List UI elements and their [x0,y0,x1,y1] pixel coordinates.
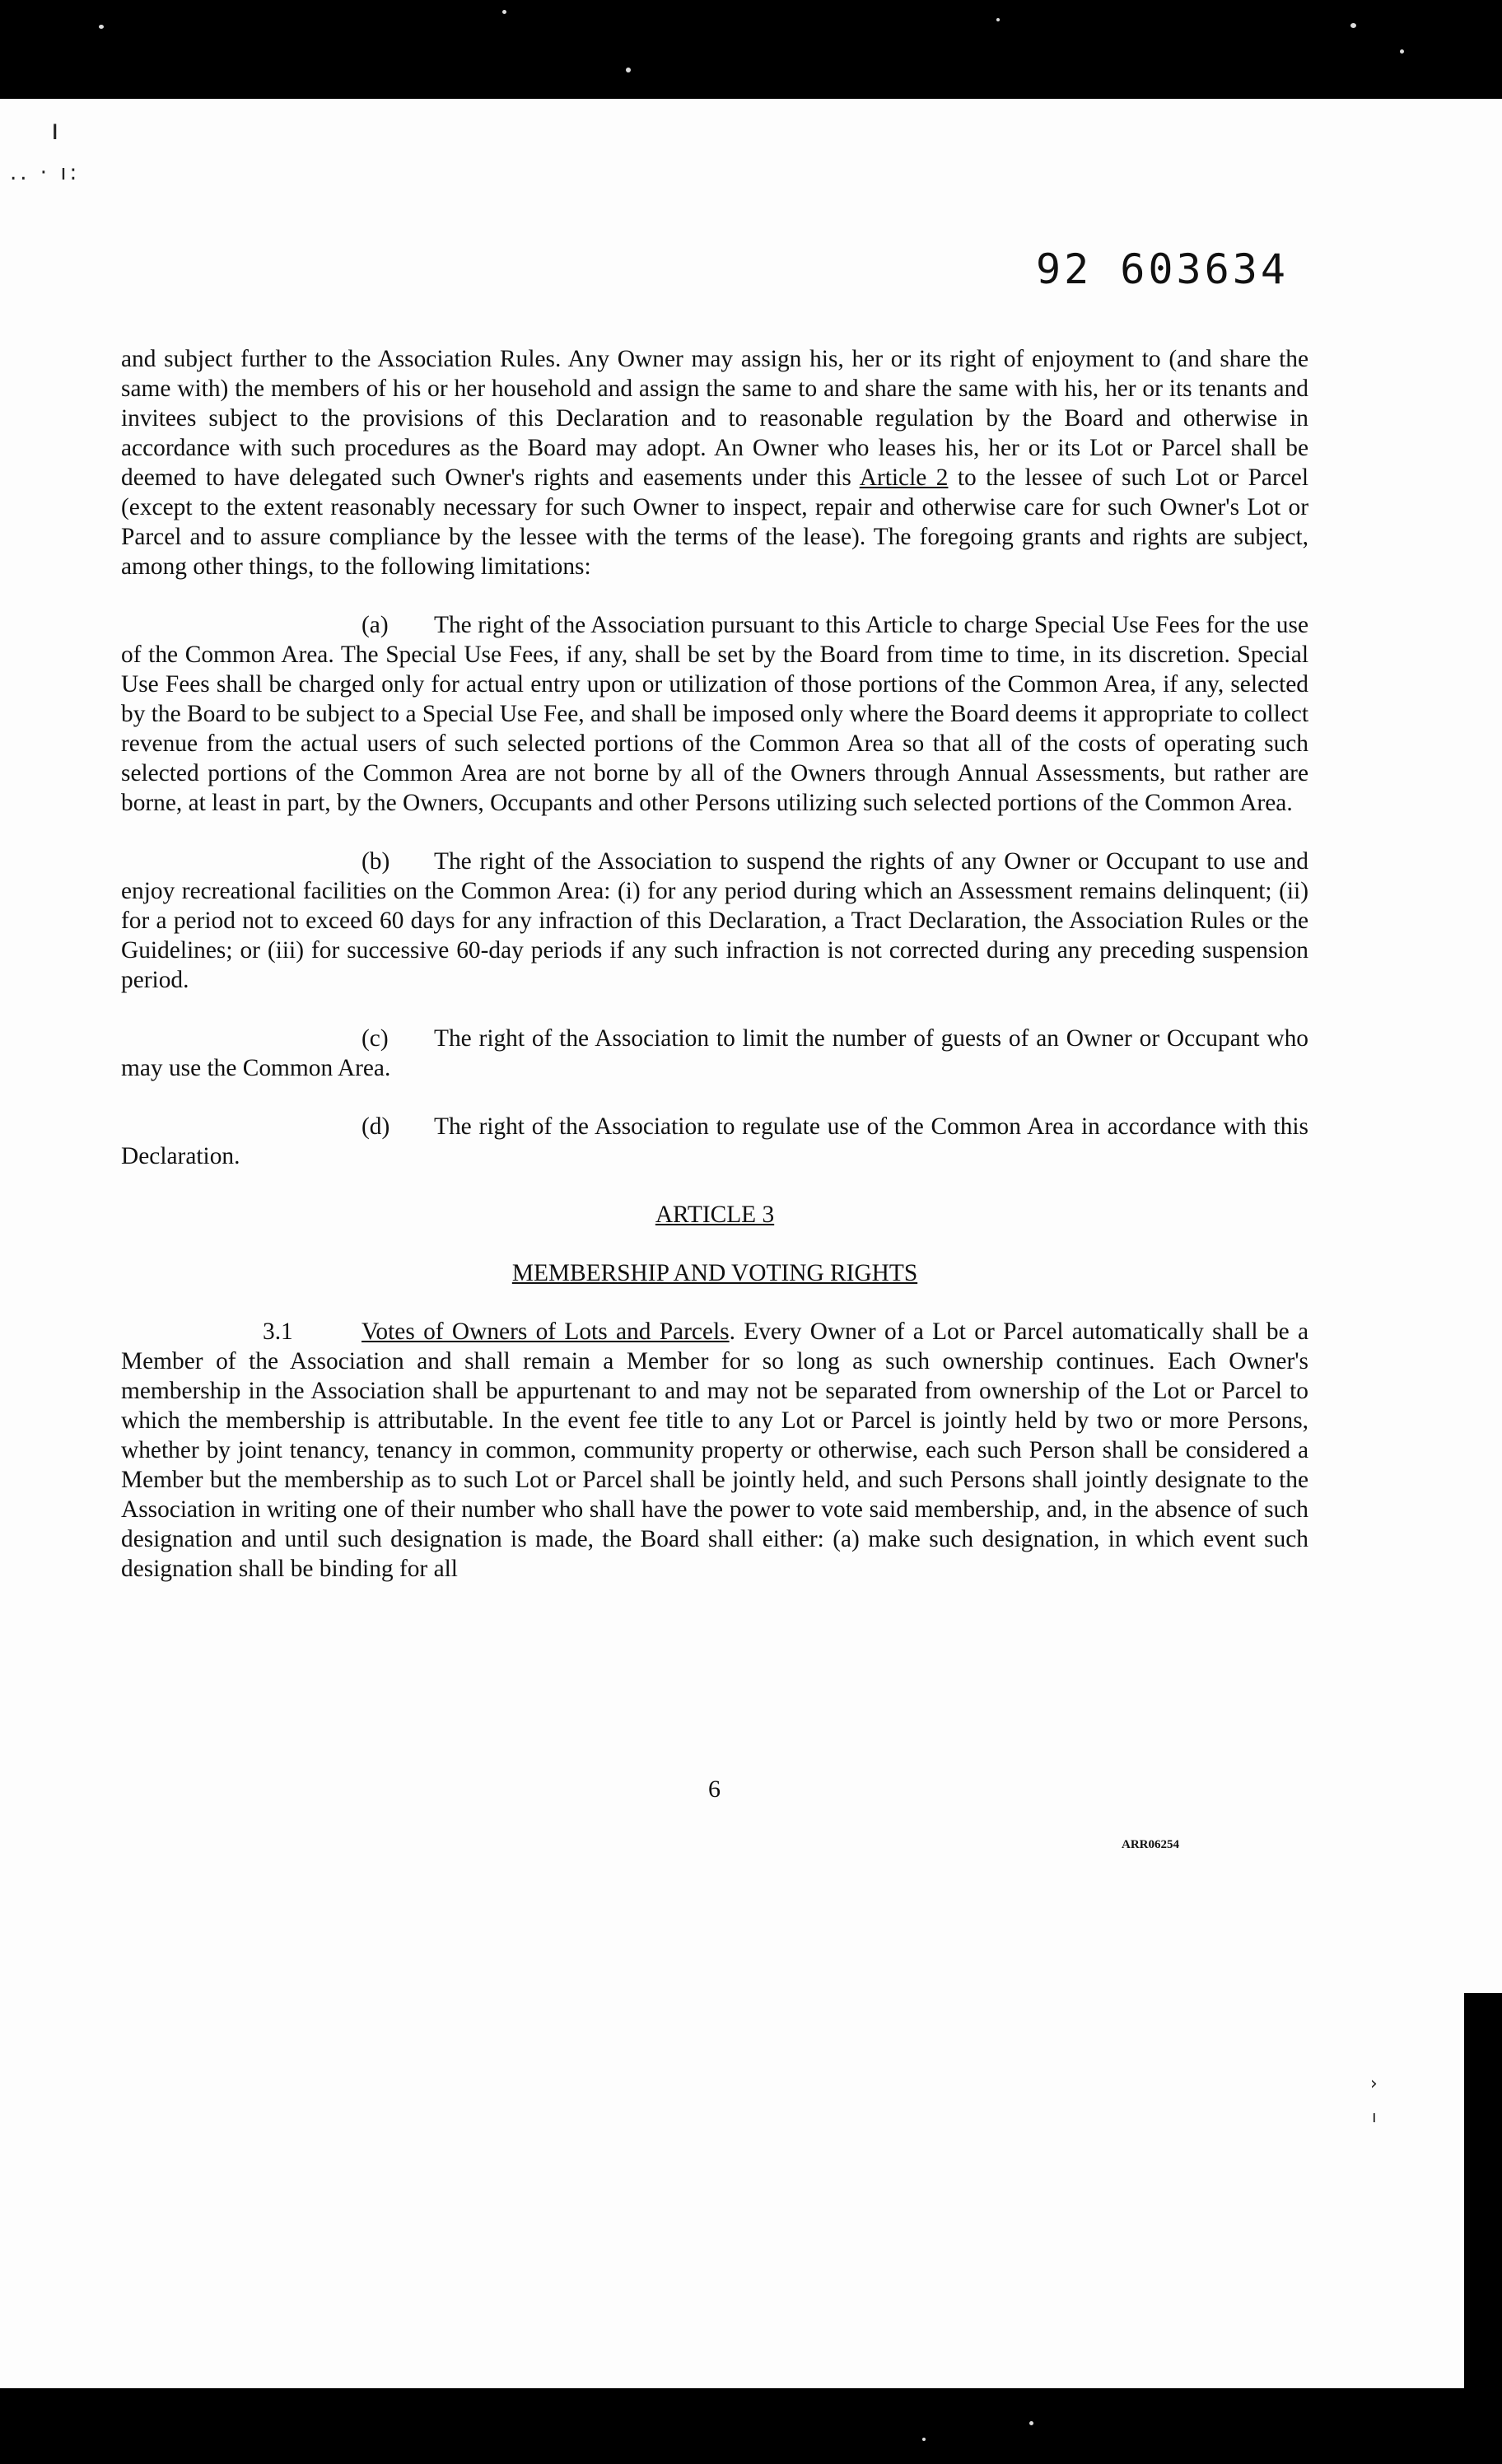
limitation-text: The right of the Association to limit the number of guests of an Owner or Occupant who may use the Common Area. [121,1025,1308,1081]
section-3-1 [121,1317,1308,1584]
document-body [121,344,1308,1612]
scan-speck [99,25,104,29]
limitation-label: (d) [362,1113,390,1140]
limitation-label: (b) [362,848,390,875]
article-title: MEMBERSHIP AND VOTING RIGHTS [511,1260,918,1286]
limitation-text: The right of the Association to suspend the rights of any Owner or Occupant to use and enjoy recreational facilities on the Common Area: (i) for any period during which an Assessment remains delinquent; (ii) for a period not to exceed 60 days for any infraction of this Declaration, a Tract Declaration, the Association Rules or the Guidelines; or (iii) for successive 60-day periods if any such infraction is not corrected during any preceding suspension period. [121,848,1308,993]
bates-number: ARR06254 [1122,1838,1179,1851]
document-recording-number: 92 603634 [1036,245,1289,293]
scan-artifact-mark: › [1370,2074,1378,2094]
scan-artifact-mark: .. · ı: [10,161,81,185]
scan-artifact-mark: ı [1372,2107,1377,2126]
limitation-text: The right of the Association to regulate use of the Common Area in accordance with this Declaration. [121,1113,1308,1169]
section-text: . Every Owner of a Lot or Parcel automatically shall be a Member of the Association and shall remain a Member for so long as such ownership continues. Each Owner's membership in the Association shall be appurtenant to and may not be separated from ownership of the Lot or Parcel to which the membership is attributable. In the event fee title to any Lot or Parcel is jointly held by two or more Persons, whether by joint tenancy, tenancy in common, community property or otherwise, each such Person shall be considered a Member but the membership as to such Lot or Parcel shall be jointly held, and such Persons shall jointly designate to the Association in writing one of their number who shall have the power to vote said membership, and, in the absence of such designation and until such designation is made, the Board shall either: (a) make such designation, in which event such designation shall be binding for all [121,1318,1308,1582]
limitation-b [121,847,1308,995]
intro-text-part1: and subject further to the Association Rules. Any Owner may assign his, her or its right of enjoyment to (and share the same with) the members of his or her household and assign the same to and share the same with his, her or its tenants and invitees subject to the provisions of this Declaration and to reasonable regulation by the Board and otherwise in accordance with such procedures as the Board may adopt. An Owner who leases his, her or its Lot or Parcel shall be deemed to have delegated such Owner's rights and easements under this [121,346,1308,491]
intro-text-part2: to the lessee of such Lot or Parcel (except to the extent reasonably necessary for such Owner to inspect, repair and otherwise care for such Owner's Lot or Parcel and to assure compliance by the lessee with the terms of the lease). The foregoing grants and rights are subject, among other things, to the following limitations: [121,464,1308,580]
section-title: Votes of Owners of Lots and Parcels [362,1318,730,1345]
scan-speck [1350,23,1356,28]
limitation-label: (a) [362,612,389,638]
paper-right-edge [1464,99,1502,1993]
limitation-a [121,610,1308,818]
scan-speck [1400,49,1404,54]
limitation-label: (c) [362,1025,389,1052]
page-number: 6 [708,1776,721,1803]
article-2-reference: Article 2 [859,464,949,491]
intro-paragraph [121,344,1308,581]
scan-border-bottom [0,2388,1502,2464]
limitation-c [121,1024,1308,1083]
scan-speck [626,68,631,72]
scan-speck [502,10,506,14]
scan-artifact-mark: ı [51,114,59,147]
limitation-text: The right of the Association pursuant to this Article to charge Special Use Fees for the use of the Common Area. The Special Use Fees, if any, shall be set by the Board from time to time, in its discretion. Special Use Fees shall be charged only for actual entry upon or utilization of those portions of the Common Area, if any, selected by the Board to be subject to a Special Use Fee, and shall be imposed only where the Board deems it appropriate to collect revenue from the actual users of such selected portions of the Common Area so that all of the costs of operating such selected portions of the Common Area are not borne by all of the Owners through Annual Assessments, but rather are borne, at least in part, by the Owners, Occupants and other Persons utilizing such selected portions of the Common Area. [121,612,1308,816]
article-heading: ARTICLE 3 [655,1202,775,1228]
scan-speck [922,2438,926,2441]
scan-speck [1029,2421,1033,2425]
section-number: 3.1 [263,1318,293,1345]
limitation-d [121,1112,1308,1171]
scan-speck [996,18,1000,21]
